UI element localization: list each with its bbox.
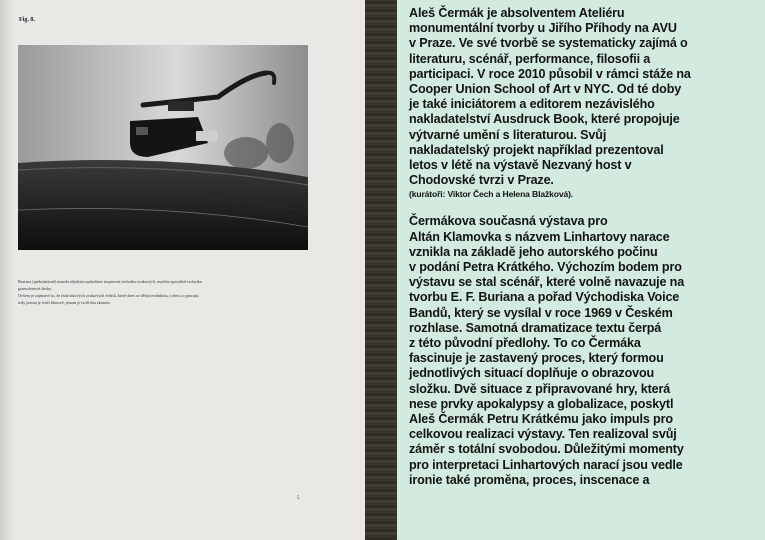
text-line: výtvarné umění s literaturou. Svůj: [409, 127, 607, 142]
text-line: záměr s totální svobodou. Důležitými momenty: [409, 442, 684, 457]
caption-line: Ovšem je zajímavé to, že řada takových zvukových efektů, které dnes se dělají technikou, s těmi co pracuju,: [18, 293, 200, 298]
book-spine: [365, 0, 397, 540]
text-line: Čermákova současná výstava pro: [409, 214, 608, 229]
text-line: Chodovské tvrzi v Praze.: [409, 173, 554, 188]
text-line: tvorbu E. F. Buriana a pořad Východiska Voice: [409, 290, 680, 305]
text-line: složku. Dvě situace z připravované hry, která: [409, 381, 671, 396]
text-line: celkovou realizaci výstavy. Ten realizoval svůj: [409, 427, 677, 442]
curators-credit: (kurátoři: Viktor Čech a Helena Blažková).: [409, 189, 574, 200]
article-text: [409, 6, 761, 488]
text-line: nakladatelský projekt například prezentoval: [409, 142, 664, 157]
text-line: z této původní předlohy. To co Čermáka: [409, 336, 641, 351]
text-line: fascinuje je zastavený proces, který formou: [409, 351, 664, 366]
text-line: nese prvky apokalypsy a globalizace, poskytl: [409, 396, 674, 411]
caption-line: tedy jenom je tvoří hlasově, jenom je tvoří tím zkusem.: [18, 300, 111, 305]
text-line: Cooper Union School of Art v NYC. Od té doby: [409, 82, 682, 97]
text-line: pro interpretaci Linhartových narací jsou vedle: [409, 457, 683, 472]
right-text-panel: [397, 0, 765, 540]
text-line: Aleš Čermák je absolventem Ateliéru: [409, 6, 625, 20]
text-line: v podání Petra Krátkého. Výchozím bodem pro: [409, 260, 682, 275]
text-line: letos v létě na výstavě Nezvaný host v: [409, 158, 632, 173]
text-line: v Praze. Ve své tvorbě se systematicky zajímá o: [409, 36, 688, 51]
text-line: jednotlivých situací doplňuje o obrazovou: [409, 366, 655, 381]
text-line: monumentální tvorby u Jiřího Příhody na AVU: [409, 21, 677, 36]
text-line: Altán Klamovka s názvem Linhartovy narace: [409, 229, 670, 244]
text-line: Aleš Čermák Petru Krátkému jako impuls pro: [409, 412, 673, 427]
text-line: literaturu, scénář, performance, filosofii a: [409, 51, 651, 66]
text-line: ironie také proměna, proces, inscenace a: [409, 472, 650, 487]
caption-line: Buriana (spekulativně) musela nějakým způsobem inspirovat technika zvukových, myslím speciálně technika: [18, 279, 202, 284]
page-number: 5: [297, 496, 300, 501]
turntable-photo: [18, 45, 308, 250]
caption-line: gramofonové desky.: [18, 286, 52, 291]
page-edge-shadow: [0, 0, 14, 540]
text-line: nakladatelství Ausdruck Book, které propojuje: [409, 112, 680, 127]
text-line: výstavu se stal scénář, které volně navazuje na: [409, 275, 685, 290]
text-line: Bandů, který se vysílal v roce 1969 v Českém: [409, 305, 673, 320]
figure-label: Fig. 8.: [19, 17, 35, 23]
text-line: participaci. V roce 2010 působil v rámci stáže na: [409, 66, 691, 81]
text-line: je také iniciátorem a editorem nezávislého: [409, 97, 655, 112]
text-line: vznikla na základě jeho autorského počinu: [409, 244, 658, 259]
figure-caption: [18, 278, 318, 306]
left-book-page: [0, 0, 365, 540]
text-line: rozhlase. Samotná dramatizace textu čerpá: [409, 320, 662, 335]
